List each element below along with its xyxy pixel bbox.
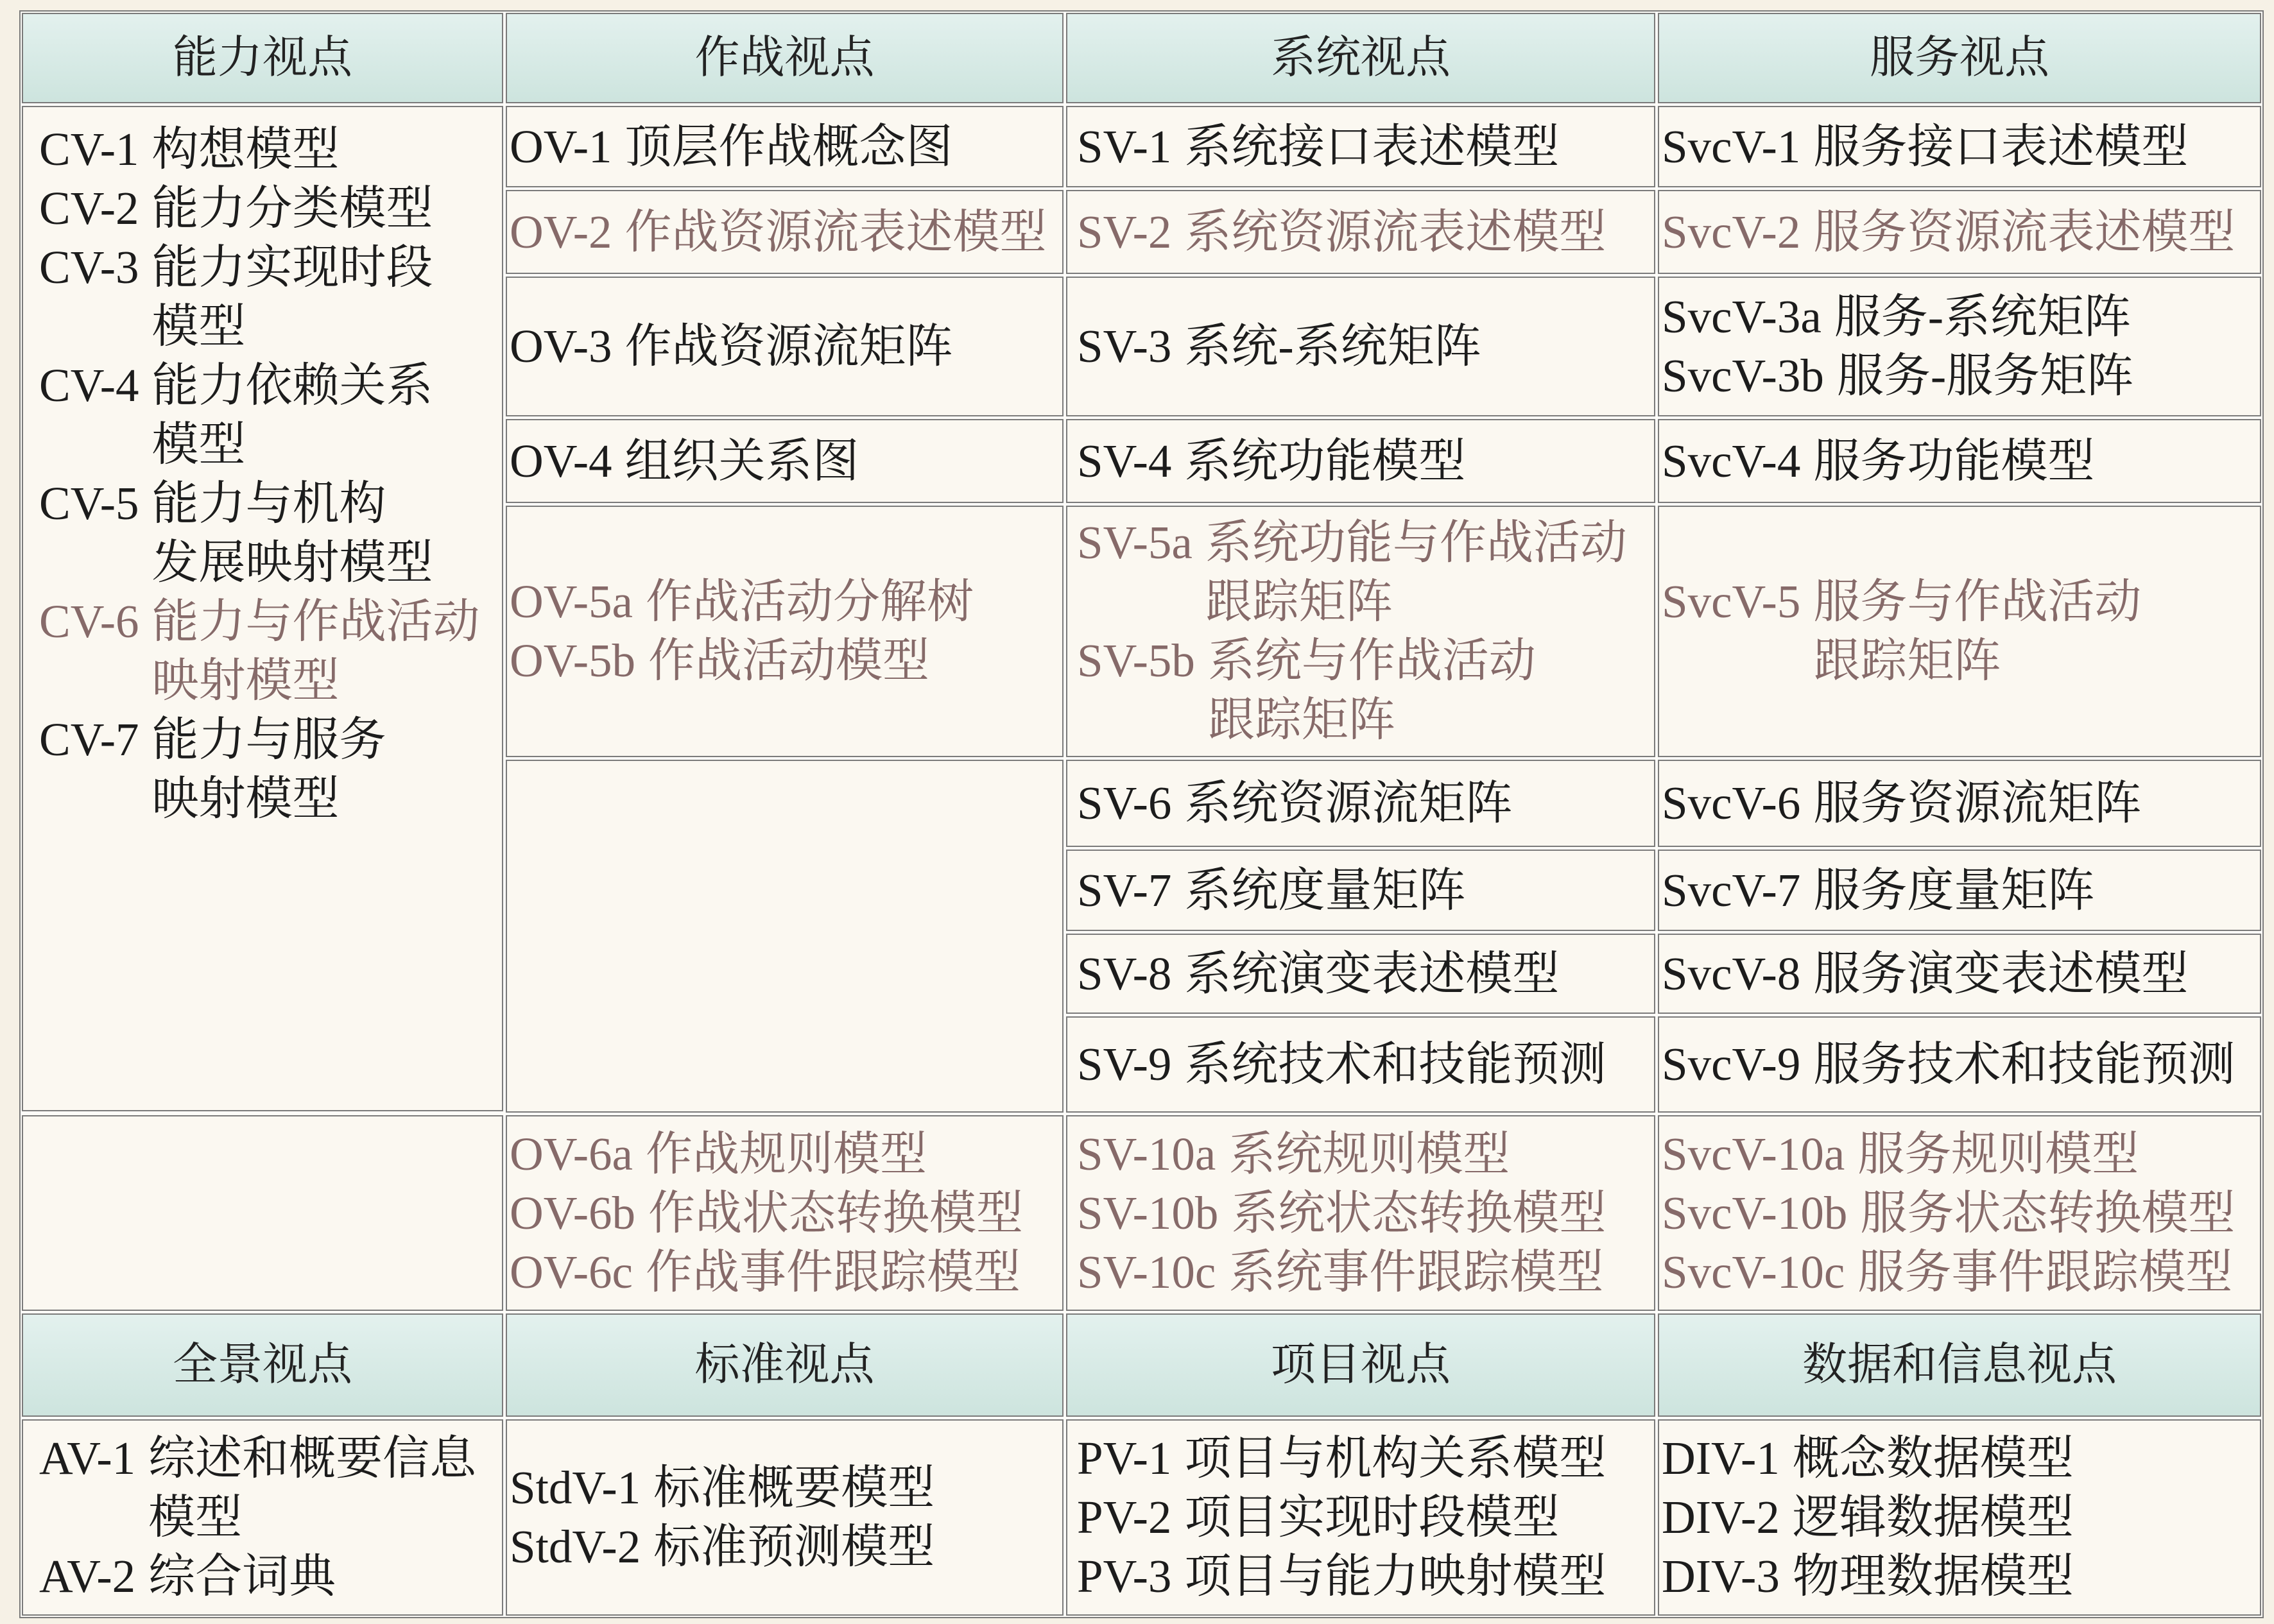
model-name	[625, 432, 859, 491]
model-name-line: 能力与服务	[151, 714, 386, 765]
entry-sv-10b	[1077, 1184, 1654, 1243]
model-name-line: 系统演变表述模型	[1184, 947, 1560, 1000]
model-name	[1231, 1184, 1606, 1243]
model-name	[1184, 117, 1559, 176]
model-code: CV-1	[39, 123, 139, 175]
model-name-line: 能力分类模型	[151, 182, 433, 234]
model-name-line: 顶层作战概念图	[624, 120, 953, 173]
model-code: CV-5	[39, 477, 139, 529]
entry-sv-8	[1077, 944, 1654, 1004]
model-name	[1813, 861, 2094, 920]
cell-sv-2	[1066, 190, 1655, 274]
model-name-line: 模型	[148, 1491, 243, 1543]
entry-pv-1	[1077, 1429, 1654, 1488]
model-code: SvcV-10c	[1662, 1245, 1845, 1298]
model-name	[1834, 287, 2131, 346]
model-name	[152, 179, 433, 238]
entry-sv-1	[1077, 117, 1654, 176]
model-name	[1184, 1547, 1606, 1606]
model-name-line: 物理数据模型	[1792, 1550, 2074, 1602]
cell-empty	[506, 760, 1064, 1113]
model-name-line: 系统与作战活动	[1207, 635, 1536, 687]
model-code: SV-7	[1077, 864, 1172, 916]
model-code: SvcV-10a	[1662, 1127, 1845, 1180]
model-name-line: 系统接口表述模型	[1184, 120, 1560, 173]
model-name-line: 系统规则模型	[1228, 1127, 1510, 1180]
entry-ov-1	[510, 117, 1062, 176]
entry-svcv-10a	[1662, 1125, 2260, 1184]
entry-pv-2	[1077, 1488, 1654, 1547]
model-name-line: 服务-服务矩阵	[1836, 350, 2134, 402]
model-name	[1184, 944, 1559, 1004]
cell-sv-10	[1066, 1115, 1655, 1311]
entry-svcv-3a	[1662, 287, 2260, 346]
cell-sv-6	[1066, 760, 1655, 847]
model-code: SV-2	[1077, 205, 1172, 258]
model-name-line: 系统功能与作战活动	[1205, 517, 1627, 568]
model-name	[625, 117, 953, 176]
model-name-line: 能力实现时段	[151, 241, 433, 293]
model-code: SvcV-7	[1662, 864, 1801, 916]
model-code: DIV-3	[1662, 1550, 1780, 1602]
model-name	[1184, 203, 1606, 262]
model-name	[1184, 1429, 1606, 1488]
entry-ov-6c	[510, 1243, 1062, 1302]
model-name	[1813, 572, 2141, 690]
model-name-line: 概念数据模型	[1792, 1432, 2074, 1484]
model-name	[148, 1429, 476, 1547]
model-code: OV-5b	[510, 635, 636, 687]
model-code: CV-7	[39, 714, 139, 765]
cell-empty	[22, 1115, 503, 1311]
model-name-line: 映射模型	[151, 654, 340, 706]
entry-cv-1	[39, 120, 502, 179]
entry-sv-2	[1077, 203, 1654, 262]
model-name	[653, 1458, 935, 1517]
entry-svcv-10b	[1662, 1184, 2260, 1243]
cell-sv-8	[1066, 934, 1655, 1014]
model-name-line: 服务资源流矩阵	[1813, 777, 2142, 829]
model-name	[648, 631, 929, 690]
model-name	[1813, 774, 2141, 833]
model-code: SV-8	[1077, 947, 1172, 1000]
entry-ov-2	[510, 203, 1062, 262]
entry-svcv-10c	[1662, 1243, 2260, 1302]
model-name	[152, 592, 480, 710]
model-name-line: 作战规则模型	[645, 1127, 927, 1180]
entry-cv-7	[39, 710, 502, 828]
entry-svcv-5	[1662, 572, 2260, 690]
model-name	[1793, 1488, 2074, 1547]
cell-sv-3	[1066, 277, 1655, 416]
model-name-line: 作战资源流表述模型	[624, 205, 1047, 258]
header-data-information-viewpoint: 数据和信息视点	[1658, 1313, 2261, 1417]
model-name-line: 跟踪矩阵	[1207, 694, 1395, 746]
model-code: OV-5a	[510, 576, 633, 628]
model-name-line: 构想模型	[151, 123, 340, 175]
model-name	[625, 317, 953, 376]
entry-ov-6a	[510, 1125, 1062, 1184]
entry-svcv-9	[1662, 1035, 2260, 1094]
entry-stdv-1	[510, 1458, 1062, 1517]
model-name-line: 系统度量矩阵	[1184, 864, 1466, 916]
entry-pv-3	[1077, 1547, 1654, 1606]
entry-cv-3	[39, 238, 502, 356]
model-code: SV-6	[1077, 777, 1172, 829]
model-name-line: 能力与机构	[151, 477, 386, 529]
model-name-line: 服务技术和技能预测	[1813, 1038, 2235, 1090]
header-operational-viewpoint: 作战视点	[506, 13, 1064, 103]
model-name-line: 服务与作战活动	[1813, 576, 2142, 628]
model-name	[152, 474, 433, 592]
model-name-line: 作战状态转换模型	[648, 1186, 1024, 1239]
model-name-line: 作战事件跟踪模型	[645, 1245, 1021, 1298]
model-name	[625, 203, 1047, 262]
model-name	[646, 572, 974, 631]
model-name-line: 能力与作战活动	[151, 595, 480, 647]
model-code: SV-10b	[1077, 1186, 1219, 1239]
entry-sv-3	[1077, 317, 1654, 376]
model-name	[1228, 1125, 1510, 1184]
model-name	[152, 120, 340, 179]
entry-ov-5b	[510, 631, 1062, 690]
model-name-line: 服务资源流表述模型	[1813, 205, 2235, 258]
header-standards-viewpoint: 标准视点	[506, 1313, 1064, 1417]
model-name	[1857, 1243, 2232, 1302]
header-services-viewpoint: 服务视点	[1658, 13, 2261, 103]
model-name-line: 综述和概要信息	[148, 1432, 477, 1484]
cell-ov-2	[506, 190, 1064, 274]
model-name	[1813, 117, 2188, 176]
entry-sv-4	[1077, 432, 1654, 491]
cell-ov-1	[506, 106, 1064, 187]
model-name	[1793, 1429, 2074, 1488]
entry-ov-3	[510, 317, 1062, 376]
model-name	[148, 1547, 336, 1606]
model-code: SV-5a	[1077, 517, 1193, 568]
cell-svcv-7	[1658, 850, 2261, 931]
entry-cv-5	[39, 474, 502, 592]
model-code: PV-3	[1077, 1550, 1172, 1602]
model-name	[1184, 1488, 1559, 1547]
model-name	[1205, 513, 1627, 631]
model-name-line: 系统技术和技能预测	[1184, 1038, 1606, 1090]
model-code: SvcV-5	[1662, 576, 1801, 628]
model-name-line: 服务演变表述模型	[1813, 947, 2189, 1000]
model-name-line: 标准预测模型	[653, 1521, 935, 1573]
cell-div-models	[1658, 1419, 2261, 1616]
entry-sv-10a	[1077, 1125, 1654, 1184]
model-code: OV-3	[510, 320, 612, 372]
cell-pv-models	[1066, 1419, 1655, 1616]
model-name-line: 标准概要模型	[653, 1462, 935, 1514]
model-name-line: 组织关系图	[624, 434, 859, 487]
cell-av-models	[22, 1419, 503, 1616]
model-code: SV-4	[1077, 434, 1172, 487]
model-code: SvcV-3b	[1662, 350, 1824, 402]
model-name	[648, 1184, 1023, 1243]
model-name-line: 服务事件跟踪模型	[1857, 1245, 2233, 1298]
entry-sv-10c	[1077, 1243, 1654, 1302]
model-code: AV-1	[39, 1432, 136, 1484]
model-code: OV-4	[510, 434, 612, 487]
entry-stdv-2	[510, 1517, 1062, 1577]
model-code: AV-2	[39, 1550, 136, 1602]
cell-svcv-2	[1658, 190, 2261, 274]
model-code: DIV-1	[1662, 1432, 1780, 1484]
cell-svcv-9	[1658, 1016, 2261, 1113]
model-code: SvcV-8	[1662, 947, 1801, 1000]
model-code: SvcV-3a	[1662, 291, 1822, 343]
entry-cv-6	[39, 592, 502, 710]
model-name	[152, 710, 386, 828]
cell-sv-9	[1066, 1016, 1655, 1113]
header-capability-viewpoint: 能力视点	[22, 13, 503, 103]
model-code: StdV-1	[510, 1462, 641, 1514]
model-name	[646, 1125, 927, 1184]
model-code: SvcV-2	[1662, 205, 1801, 258]
model-name-line: 项目实现时段模型	[1184, 1491, 1560, 1543]
entry-ov-6b	[510, 1184, 1062, 1243]
entry-svcv-3b	[1662, 346, 2260, 406]
model-name-line: 能力依赖关系	[151, 359, 433, 411]
entry-sv-5b	[1077, 631, 1654, 749]
entry-div-2	[1662, 1488, 2260, 1547]
cell-ov-6	[506, 1115, 1064, 1311]
model-code: SvcV-6	[1662, 777, 1801, 829]
model-name-line: 作战活动分解树	[645, 576, 974, 628]
cell-svcv-5	[1658, 506, 2261, 757]
model-name-line: 模型	[151, 300, 246, 352]
model-name	[1813, 203, 2235, 262]
model-code: CV-4	[39, 359, 139, 411]
model-name	[1857, 1125, 2139, 1184]
model-name-line: 服务状态转换模型	[1860, 1186, 2235, 1239]
model-name-line: 服务接口表述模型	[1813, 120, 2189, 173]
model-name	[152, 356, 433, 474]
model-name	[1837, 346, 2133, 406]
entry-svcv-8	[1662, 944, 2260, 1004]
entry-div-1	[1662, 1429, 2260, 1488]
model-name	[1184, 1035, 1606, 1094]
model-name-line: 综合词典	[148, 1550, 336, 1602]
model-code: SV-10a	[1077, 1127, 1216, 1180]
model-code: SV-9	[1077, 1038, 1172, 1090]
model-code: OV-6a	[510, 1127, 633, 1180]
model-code: OV-1	[510, 120, 612, 173]
model-code: CV-6	[39, 595, 139, 647]
cell-svcv-3	[1658, 277, 2261, 416]
model-name-line: 系统资源流矩阵	[1184, 777, 1513, 829]
header-all-viewpoint: 全景视点	[22, 1313, 503, 1417]
model-name	[1813, 944, 2188, 1004]
cell-ov-5	[506, 506, 1064, 757]
cell-sv-1	[1066, 106, 1655, 187]
model-name-line: 作战资源流矩阵	[624, 320, 953, 372]
entry-cv-2	[39, 179, 502, 238]
cell-svcv-1	[1658, 106, 2261, 187]
entry-ov-4	[510, 432, 1062, 491]
model-name	[1208, 631, 1536, 749]
cell-sv-4	[1066, 419, 1655, 503]
model-name-line: 作战活动模型	[648, 635, 930, 687]
model-code: SV-1	[1077, 120, 1172, 173]
model-name-line: 服务度量矩阵	[1813, 864, 2095, 916]
model-code: OV-6c	[510, 1245, 633, 1298]
model-code: OV-6b	[510, 1186, 636, 1239]
model-name-line: 映射模型	[151, 773, 340, 825]
entry-svcv-1	[1662, 117, 2260, 176]
model-name-line: 逻辑数据模型	[1792, 1491, 2074, 1543]
model-name-line: 系统-系统矩阵	[1184, 320, 1481, 372]
cell-ov-3	[506, 277, 1064, 416]
model-code: SV-3	[1077, 320, 1172, 372]
model-code: CV-2	[39, 182, 139, 234]
model-code: PV-2	[1077, 1491, 1172, 1543]
cell-svcv-4	[1658, 419, 2261, 503]
cell-ov-4	[506, 419, 1064, 503]
model-name	[1184, 432, 1465, 491]
model-name-line: 发展映射模型	[151, 536, 433, 588]
model-name	[1793, 1547, 2074, 1606]
entry-sv-5a	[1077, 513, 1654, 631]
model-name	[1184, 861, 1465, 920]
model-name	[1184, 774, 1512, 833]
model-name	[152, 238, 433, 356]
cell-svcv-10	[1658, 1115, 2261, 1311]
model-name-line: 系统事件跟踪模型	[1228, 1245, 1604, 1298]
entry-svcv-7	[1662, 861, 2260, 920]
entry-sv-7	[1077, 861, 1654, 920]
model-name-line: 服务规则模型	[1857, 1127, 2139, 1180]
entry-ov-5a	[510, 572, 1062, 631]
model-name-line: 服务功能模型	[1813, 434, 2095, 487]
model-name	[646, 1243, 1021, 1302]
model-name	[1228, 1243, 1603, 1302]
model-code: SvcV-10b	[1662, 1186, 1848, 1239]
model-name-line: 系统状态转换模型	[1231, 1186, 1606, 1239]
model-name-line: 项目与机构关系模型	[1184, 1432, 1606, 1484]
entry-div-3	[1662, 1547, 2260, 1606]
cell-sv-5	[1066, 506, 1655, 757]
cell-stdv-models	[506, 1419, 1064, 1616]
entry-svcv-2	[1662, 203, 2260, 262]
model-name	[653, 1517, 935, 1577]
model-name-line: 项目与能力映射模型	[1184, 1550, 1606, 1602]
model-name-line: 系统功能模型	[1184, 434, 1466, 487]
cell-capability-models	[22, 106, 503, 1111]
model-name	[1184, 317, 1481, 376]
cell-sv-7	[1066, 850, 1655, 931]
entry-sv-9	[1077, 1035, 1654, 1094]
model-code: StdV-2	[510, 1521, 641, 1573]
model-code: OV-2	[510, 205, 612, 258]
model-code: PV-1	[1077, 1432, 1172, 1484]
model-code: CV-3	[39, 241, 139, 293]
entry-av-1	[39, 1429, 502, 1547]
model-code: SvcV-4	[1662, 434, 1801, 487]
entry-svcv-4	[1662, 432, 2260, 491]
model-name-line: 系统资源流表述模型	[1184, 205, 1606, 258]
model-name	[1813, 432, 2094, 491]
model-name-line: 服务-系统矩阵	[1834, 291, 2132, 343]
entry-sv-6	[1077, 774, 1654, 833]
model-name-line: 模型	[151, 418, 246, 470]
cell-svcv-8	[1658, 934, 2261, 1014]
entry-cv-4	[39, 356, 502, 474]
entry-av-2	[39, 1547, 502, 1606]
model-code: SV-10c	[1077, 1245, 1216, 1298]
header-systems-viewpoint: 系统视点	[1066, 13, 1655, 103]
model-name-line: 跟踪矩阵	[1813, 635, 2001, 687]
model-code: DIV-2	[1662, 1491, 1780, 1543]
model-name	[1813, 1035, 2235, 1094]
model-code: SV-5b	[1077, 635, 1195, 687]
model-code: SvcV-9	[1662, 1038, 1801, 1090]
model-name	[1860, 1184, 2235, 1243]
model-name-line: 跟踪矩阵	[1205, 576, 1393, 628]
header-project-viewpoint: 项目视点	[1066, 1313, 1655, 1417]
model-code: SvcV-1	[1662, 120, 1801, 173]
entry-svcv-6	[1662, 774, 2260, 833]
cell-svcv-6	[1658, 760, 2261, 847]
